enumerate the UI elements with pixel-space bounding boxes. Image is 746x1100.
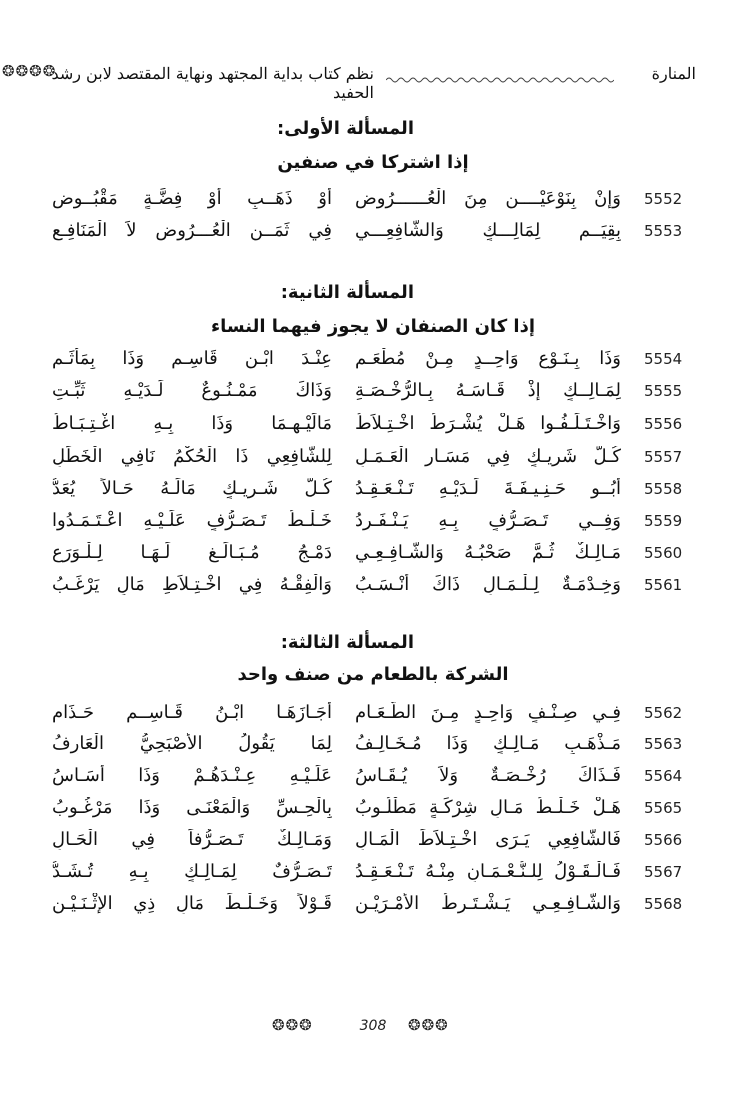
verse-first-hemistich: فِـي صِـنْـفٍ وَاحِـدٍ مِـنَ الطَّـعَـامِ	[355, 702, 621, 723]
header-book-title: نظم كتاب بداية المجتهد ونهاية المقتصد لابن رشد الحفيد	[51, 64, 374, 102]
header-ornament: ❂❂❂❂	[2, 62, 57, 80]
verse-line	[0, 542, 746, 572]
page-number: 308	[359, 1018, 387, 1034]
verse-line	[0, 510, 746, 540]
verse-second-hemistich: أَوْ ذَهَــبٍ أَوْ فِضَّـةٍ مَقْبُــوضٍ	[52, 188, 332, 209]
verse-number: 5555	[644, 382, 683, 400]
verse-first-hemistich: وَذَا بِـنَـوْعٍ وَاحِــدٍ مِـنْ مُطْعَـمِ	[355, 348, 621, 369]
verse-line	[0, 478, 746, 508]
verse-line	[0, 861, 746, 891]
header-wave-divider	[386, 76, 614, 84]
section-subheading: إذا اشتركا في صنفين	[277, 152, 469, 173]
verse-first-hemistich: وَاخْـتَـلَـفُـوا هَـلْ يُشْـرَطُ اخْـتِـلاَطُ	[355, 413, 621, 434]
footer-ornament-right: ❂❂❂	[408, 1016, 449, 1034]
verse-second-hemistich: لِلشَّافِعِي ذَا الْحُكْمُ نَافِي الْخَطَلِ	[52, 446, 332, 467]
verse-line	[0, 733, 746, 763]
verse-first-hemistich: فَالشَّافِعِي يَـرَى اخْـتِـلاَطَ الْمَـالِ	[355, 829, 621, 850]
verse-first-hemistich: فَـالْـقَـوْلُ لِلـنُّـعْـمَـانِ مِنْـهُ تَـنْـعَـقِـدُ	[355, 861, 621, 882]
verse-number: 5557	[644, 448, 683, 466]
verse-first-hemistich: أَبُــو حَـنِـيـفَـةَ لَـدَيْـهِ تَـنْـعَـقِـدُ	[355, 478, 621, 499]
verse-first-hemistich: لِمَـالِــكٍ إِذْ قَـاسَـهُ بِـالرُّخْـصَـةِ	[355, 380, 621, 401]
verse-second-hemistich: دَمْـجُ مُـبَـالَـغٍ لَـهَـا لِـلْـوَرَعِ	[52, 542, 332, 563]
verse-line	[0, 446, 746, 476]
section-subheading: إذا كان الصنفان لا يجوز فيهما النساء	[210, 316, 536, 337]
verse-number: 5566	[644, 831, 683, 849]
verse-number: 5561	[644, 576, 683, 594]
verse-first-hemistich: بِقِيَــمٍ لِمَالِـــكٍ وَالشَّافِعِـــي	[355, 220, 621, 241]
verse-first-hemistich: هَـلْ خَـلْـطُ مَـالِ شِرْكَـةٍ مَطْلُـوبُ	[355, 797, 621, 818]
verse-first-hemistich: مَـذْهَـبِ مَـالِـكٍ وَذَا مُـخَـالِـفُ	[355, 733, 621, 754]
verse-second-hemistich: عِنْـدَ ابْـنِ قَاسِـمٍ وَذَا بِمَأْثَـمِ	[52, 348, 332, 369]
verse-line	[0, 702, 746, 732]
verse-first-hemistich: وَخِـدْمَـةٌ لِـلْـمَـالِ ذَاكَ أَنْـسَـبُ	[355, 574, 621, 595]
verse-line	[0, 797, 746, 827]
section-heading: المسألة الثالثة:	[280, 632, 414, 653]
verse-second-hemistich: عَلَـيْـهِ عِـنْـدَهُـمْ وَذَا أَسَـاسُ	[52, 765, 332, 786]
section-heading: المسألة الثانية:	[280, 282, 414, 303]
verse-second-hemistich: خَـلْـطُ تَـصَـرُّفٍ عَلَـيْـهِ اعْـتَـمَـدُوا	[52, 510, 332, 531]
verse-line	[0, 893, 746, 923]
verse-second-hemistich: تَـصَـرُّفٌ لِمَـالِـكٍ بِـهِ تُـشَـدُّ	[52, 861, 332, 882]
verse-second-hemistich: وَالْفِقْـهُ فِي اخْـتِـلاَطِ مَالٍ يَرْغَـبُ	[52, 574, 332, 595]
verse-line	[0, 348, 746, 378]
verse-second-hemistich: كُـلُّ شَـرِيـكٍ مَالَـهُ حَـالاً يُعَدُّ	[52, 478, 332, 499]
page-header	[0, 58, 746, 102]
verse-number: 5553	[644, 222, 683, 240]
verse-number: 5568	[644, 895, 683, 913]
verse-second-hemistich: وَذَاكَ مَمْـنُـوعٌ لَـدَيْـهِ ثَبِّـتِ	[52, 380, 332, 401]
verse-line	[0, 380, 746, 410]
verse-line	[0, 574, 746, 604]
verse-number: 5560	[644, 544, 683, 562]
verse-first-hemistich: كُـلُّ شَرِيـكٍ فِي مَسَـارِ الْعَـمَـلِ	[355, 446, 621, 467]
verse-first-hemistich: وَالشَّـافِـعِـي يَـشْـتَـرِطُ الأَمْـرَيْـنِ	[355, 893, 621, 914]
section-subheading: الشركة بالطعام من صنف واحد	[237, 664, 509, 685]
verse-number: 5554	[644, 350, 683, 368]
verse-number: 5562	[644, 704, 683, 722]
verse-number: 5563	[644, 735, 683, 753]
verse-first-hemistich: فَـذَاكَ رُخْـصَـةٌ وَلاَ يُـقَـاسُ	[355, 765, 621, 786]
section-heading: المسألة الأولى:	[277, 118, 414, 139]
footer-ornament-left: ❂❂❂	[272, 1016, 313, 1034]
verse-second-hemistich: لِمَا يَقُولُ الأَصْبَحِيُّ الْعَارِفُ	[52, 733, 332, 754]
verse-number: 5552	[644, 190, 683, 208]
verse-number: 5559	[644, 512, 683, 530]
verse-first-hemistich: وَإنْ بِنَوْعَيْــــن مِنَ الْعُــــــرُوضِ	[355, 188, 621, 209]
verse-number: 5565	[644, 799, 683, 817]
verse-line	[0, 765, 746, 795]
verse-first-hemistich: مَـالِـكٌ ثُـمَّ صَحْبُـهُ وَالشَّـافِـعِـي	[355, 542, 621, 563]
verse-second-hemistich: وَمَـالِـكٌ تَـصَـرُّفاً فِي الْحَـالِ	[52, 829, 332, 850]
verse-second-hemistich: بِالْحِـسِّ وَالْمَعْنَـى وَذَا مَرْغُـوبُ	[52, 797, 332, 818]
verse-second-hemistich: أَجَـازَهَـا ابْـنُ قَـاسِــمٍ حَـذَامِ	[52, 702, 332, 723]
header-series-title: المنارة	[651, 64, 696, 83]
verse-line	[0, 188, 746, 218]
verse-number: 5564	[644, 767, 683, 785]
verse-second-hemistich: قَـوْلاً وَخَـلْـطَ مَالِ ذِي الإِثْـنَـيْـنِ	[52, 893, 332, 914]
verse-number: 5556	[644, 415, 683, 433]
page-footer	[0, 1016, 746, 1040]
verse-number: 5558	[644, 480, 683, 498]
verse-line	[0, 829, 746, 859]
verse-line	[0, 220, 746, 250]
verse-second-hemistich: مَالَيْـهِـمَا وَذَا بِـهِ اغْـتِـبَـاطُ	[52, 413, 332, 434]
verse-first-hemistich: وَفِــي تَـصَـرُّفٍ بِـهِ يَـنْـفَـرِدُ	[355, 510, 621, 531]
verse-number: 5567	[644, 863, 683, 881]
verse-second-hemistich: فِي ثَمَــنِ الْعُـــرُوضِ لاَ الْمَنَافِـعِ	[52, 220, 332, 241]
verse-line	[0, 413, 746, 443]
